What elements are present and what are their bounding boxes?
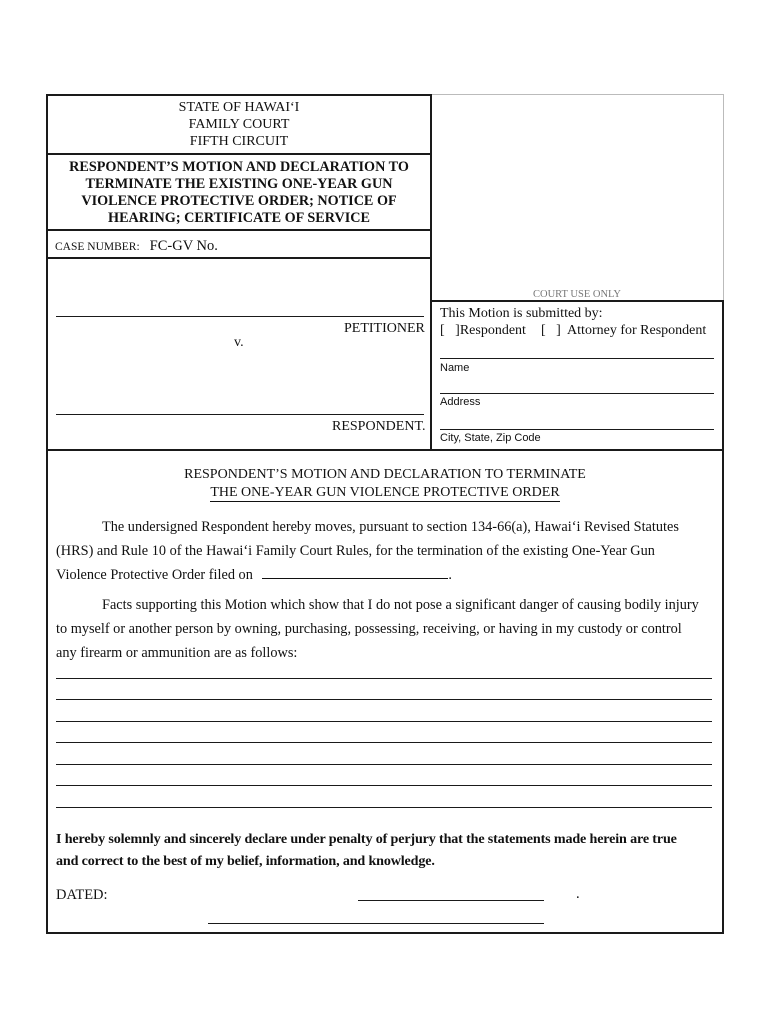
name-label: Name <box>440 362 470 374</box>
name-field[interactable] <box>440 358 714 359</box>
signature-line[interactable] <box>208 923 544 924</box>
case-number <box>55 237 218 255</box>
para2-line-2: to myself or another person by owning, purchasing, possessing, receiving, or having in my custody or control <box>56 621 682 637</box>
respondent-label: RESPONDENT. <box>332 419 426 434</box>
case-number-label: CASE NUMBER: <box>55 241 140 253</box>
facts-line[interactable] <box>56 742 712 743</box>
declaration-statement <box>56 828 718 872</box>
petitioner-name-line[interactable] <box>56 316 424 317</box>
petitioner-label: PETITIONER <box>344 321 425 336</box>
body-title <box>48 466 722 502</box>
motion-paragraph <box>56 515 718 587</box>
dated-label: DATED: <box>56 887 108 903</box>
para2-line-3: any firearm or ammunition are as follows: <box>56 645 298 661</box>
date-signed-field[interactable] <box>358 900 544 901</box>
para1-line-3: Violence Protective Order filed on <box>56 567 253 583</box>
option-attorney[interactable]: [ ] Attorney for Respondent <box>541 323 707 338</box>
city-state-zip-label: City, State, Zip Code <box>440 432 541 444</box>
para2-line-1: Facts supporting this Motion which show that I do not pose a significant danger of causing bodily injury <box>102 597 699 613</box>
facts-line[interactable] <box>56 807 712 808</box>
facts-line[interactable] <box>56 764 712 765</box>
title-line-1: RESPONDENT’S MOTION AND DECLARATION TO <box>69 159 409 175</box>
body-title-line-1: RESPONDENT’S MOTION AND DECLARATION TO TERMINATE <box>184 467 586 482</box>
facts-line[interactable] <box>56 699 712 700</box>
court-line-circuit: FIFTH CIRCUIT <box>189 134 289 149</box>
address-field[interactable] <box>440 393 714 394</box>
court-name <box>48 99 430 150</box>
facts-paragraph <box>56 593 718 665</box>
address-label: Address <box>440 396 481 408</box>
declaration-line-1: I hereby solemnly and sincerely declare under penalty of perjury that the statements made herein are true <box>56 831 677 847</box>
court-line-state: STATE OF HAWAI‘I <box>178 100 300 115</box>
para1-line-2: (HRS) and Rule 10 of the Hawai‘i Family Court Rules, for the termination of the existing One-Year Gun <box>56 543 655 559</box>
para1-period: . <box>448 567 452 583</box>
submitted-by-heading: This Motion is submitted by: <box>440 306 603 321</box>
facts-line[interactable] <box>56 678 712 679</box>
title-line-3: VIOLENCE PROTECTIVE ORDER; NOTICE OF <box>81 193 397 209</box>
title-line-2: TERMINATE THE EXISTING ONE-YEAR GUN <box>85 176 393 192</box>
facts-line[interactable] <box>56 721 712 722</box>
filed-on-date-field[interactable] <box>262 564 448 579</box>
city-state-zip-field[interactable] <box>440 429 714 430</box>
respondent-name-line[interactable] <box>56 414 424 415</box>
document-title <box>48 159 430 227</box>
option-respondent[interactable]: [ ]Respondent <box>440 323 526 338</box>
court-line-family: FAMILY COURT <box>188 117 290 132</box>
para1-line-1: The undersigned Respondent hereby moves, pursuant to section 134-66(a), Hawai‘i Revised Statutes <box>102 519 679 535</box>
case-number-value[interactable]: FC-GV No. <box>149 238 218 254</box>
facts-line[interactable] <box>56 785 712 786</box>
declaration-line-2: and correct to the best of my belief, information, and knowledge. <box>56 853 435 869</box>
dated-period: . <box>576 886 580 902</box>
court-use-only-label: COURT USE ONLY <box>533 289 621 300</box>
title-line-4: HEARING; CERTIFICATE OF SERVICE <box>108 210 370 226</box>
versus-label: v. <box>234 335 244 350</box>
body-title-line-2: THE ONE-YEAR GUN VIOLENCE PROTECTIVE ORDER <box>210 485 560 500</box>
